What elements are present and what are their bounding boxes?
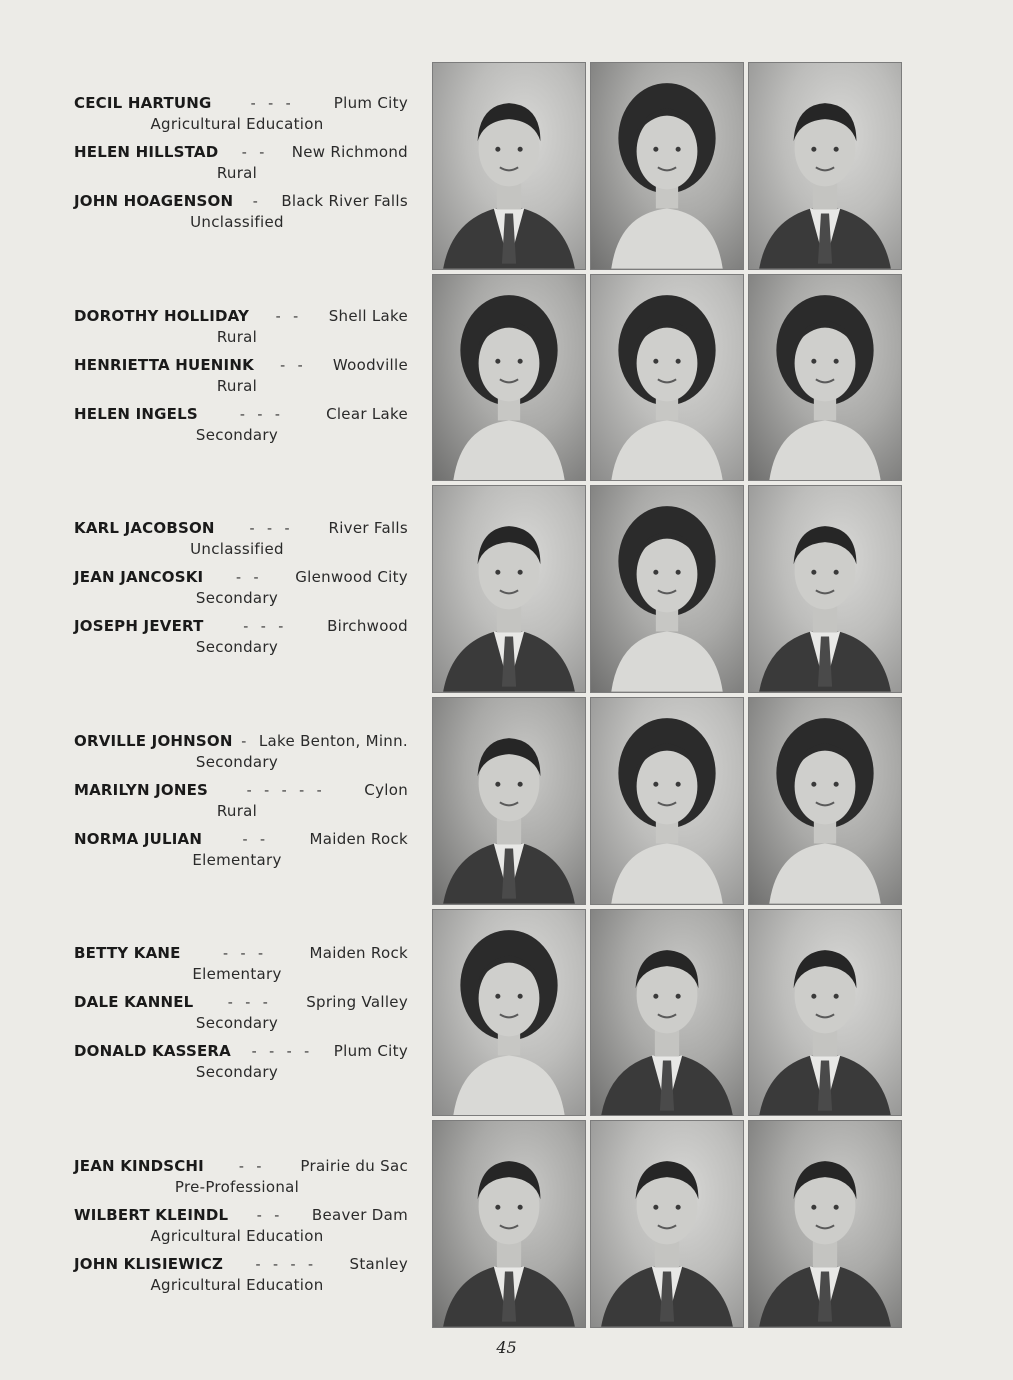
student-name: JOSEPH JEVERT (74, 617, 204, 635)
student-hometown: Prairie du Sac (300, 1157, 408, 1175)
student-group-3 (74, 519, 408, 666)
student-name: ORVILLE JOHNSON (74, 732, 233, 750)
leader-dashes: - - - (243, 619, 288, 635)
student-hometown: River Falls (328, 519, 408, 537)
student-name: HELEN HILLSTAD (74, 143, 219, 161)
student-entry (74, 192, 408, 241)
page-number: 45 (496, 1338, 517, 1357)
student-entry (74, 519, 408, 568)
student-name: MARILYN JONES (74, 781, 209, 799)
student-portrait-photo (432, 1120, 586, 1328)
student-entry (74, 356, 408, 405)
student-name: NORMA JULIAN (74, 830, 203, 848)
leader-dashes: - (241, 734, 251, 750)
student-name: DONALD KASSERA (74, 1042, 231, 1060)
student-program: Unclassified (190, 540, 284, 558)
student-hometown: Glenwood City (295, 568, 408, 586)
student-entry (74, 94, 408, 143)
student-hometown: Lake Benton, Minn. (258, 732, 408, 750)
student-portrait-photo (432, 697, 586, 905)
leader-dashes: - - (256, 1208, 284, 1224)
student-entry (74, 143, 408, 192)
student-program: Rural (216, 802, 258, 820)
student-portrait-photo (748, 697, 902, 905)
leader-dashes: - - - - (255, 1257, 318, 1273)
student-entry (74, 617, 408, 666)
student-entry (74, 944, 408, 993)
student-portrait-photo (432, 909, 586, 1117)
student-portrait-photo (432, 485, 586, 693)
leader-dashes: - - - (223, 946, 268, 962)
student-hometown: Black River Falls (281, 192, 408, 210)
student-program: Secondary (195, 638, 279, 656)
student-entry (74, 830, 408, 879)
student-entry (74, 568, 408, 617)
student-program: Secondary (195, 426, 279, 444)
student-name: DALE KANNEL (74, 993, 194, 1011)
student-hometown: Maiden Rock (309, 830, 408, 848)
student-group-4 (74, 732, 408, 879)
student-entry (74, 1157, 408, 1206)
student-entry (74, 993, 408, 1042)
leader-dashes: - - - - (251, 1044, 314, 1060)
student-portrait-photo (748, 1120, 902, 1328)
student-program: Elementary (192, 851, 282, 869)
student-program: Unclassified (190, 213, 284, 231)
student-hometown: Woodville (332, 356, 408, 374)
student-program: Secondary (195, 753, 279, 771)
student-program: Agricultural Education (150, 1276, 324, 1294)
student-program: Rural (216, 164, 258, 182)
leader-dashes: - - - (239, 407, 284, 423)
student-name: JOHN KLISIEWICZ (74, 1255, 224, 1273)
student-portrait-photo (748, 909, 902, 1117)
leader-dashes: - - - (249, 521, 294, 537)
student-hometown: Spring Valley (306, 993, 408, 1011)
student-program: Secondary (195, 1014, 279, 1032)
leader-dashes: - - (242, 832, 270, 848)
student-portrait-photo (748, 62, 902, 270)
student-program: Agricultural Education (150, 115, 324, 133)
student-portrait-photo (590, 1120, 744, 1328)
student-entry (74, 1255, 408, 1304)
leader-dashes: - - (238, 1159, 266, 1175)
leader-dashes: - - (241, 145, 269, 161)
student-portrait-photo (590, 485, 744, 693)
student-program: Rural (216, 328, 258, 346)
student-hometown: Cylon (364, 781, 408, 799)
student-name: DOROTHY HOLLIDAY (74, 307, 250, 325)
student-entry (74, 1206, 408, 1255)
student-portrait-photo (748, 485, 902, 693)
student-entry (74, 307, 408, 356)
student-portrait-photo (432, 62, 586, 270)
student-hometown: Maiden Rock (309, 944, 408, 962)
leader-dashes: - - (280, 358, 307, 374)
student-name: JEAN JANCOSKI (74, 568, 204, 586)
student-group-1 (74, 94, 408, 241)
student-hometown: Beaver Dam (311, 1206, 408, 1224)
student-portrait-photo (432, 274, 586, 482)
student-hometown: Shell Lake (328, 307, 408, 325)
student-entry (74, 405, 408, 454)
leader-dashes: - - - (227, 995, 272, 1011)
student-portrait-photo (590, 909, 744, 1117)
student-entry (74, 1042, 408, 1091)
portrait-grid (432, 62, 902, 1328)
student-portrait-photo (748, 274, 902, 482)
leader-dashes: - - (275, 309, 303, 325)
student-program: Elementary (192, 965, 282, 983)
leader-dashes: - - - - - (246, 783, 326, 799)
student-group-6 (74, 1157, 408, 1304)
student-program: Secondary (195, 589, 279, 607)
student-name: WILBERT KLEINDL (74, 1206, 229, 1224)
student-name: JEAN KINDSCHI (74, 1157, 204, 1175)
student-name: JOHN HOAGENSON (74, 192, 234, 210)
student-hometown: Stanley (349, 1255, 408, 1273)
student-program: Agricultural Education (150, 1227, 324, 1245)
student-entry (74, 781, 408, 830)
student-name: BETTY KANE (74, 944, 181, 962)
student-portrait-photo (590, 697, 744, 905)
student-portrait-photo (590, 274, 744, 482)
leader-dashes: - - (236, 570, 263, 586)
student-entry (74, 732, 408, 781)
student-portrait-photo (590, 62, 744, 270)
leader-dashes: - (252, 194, 262, 210)
student-hometown: Plum City (333, 1042, 408, 1060)
student-hometown: Clear Lake (326, 405, 408, 423)
student-name: HENRIETTA HUENINK (74, 356, 254, 374)
student-name: CECIL HARTUNG (74, 94, 212, 112)
student-name: HELEN INGELS (74, 405, 198, 423)
leader-dashes: - - - (250, 96, 295, 112)
student-program: Pre-Professional (174, 1178, 300, 1196)
student-name: KARL JACOBSON (74, 519, 215, 537)
student-program: Secondary (195, 1063, 279, 1081)
student-group-5 (74, 944, 408, 1091)
student-hometown: Birchwood (327, 617, 408, 635)
student-group-2 (74, 307, 408, 454)
student-program: Rural (216, 377, 258, 395)
student-hometown: New Richmond (291, 143, 408, 161)
student-hometown: Plum City (333, 94, 408, 112)
